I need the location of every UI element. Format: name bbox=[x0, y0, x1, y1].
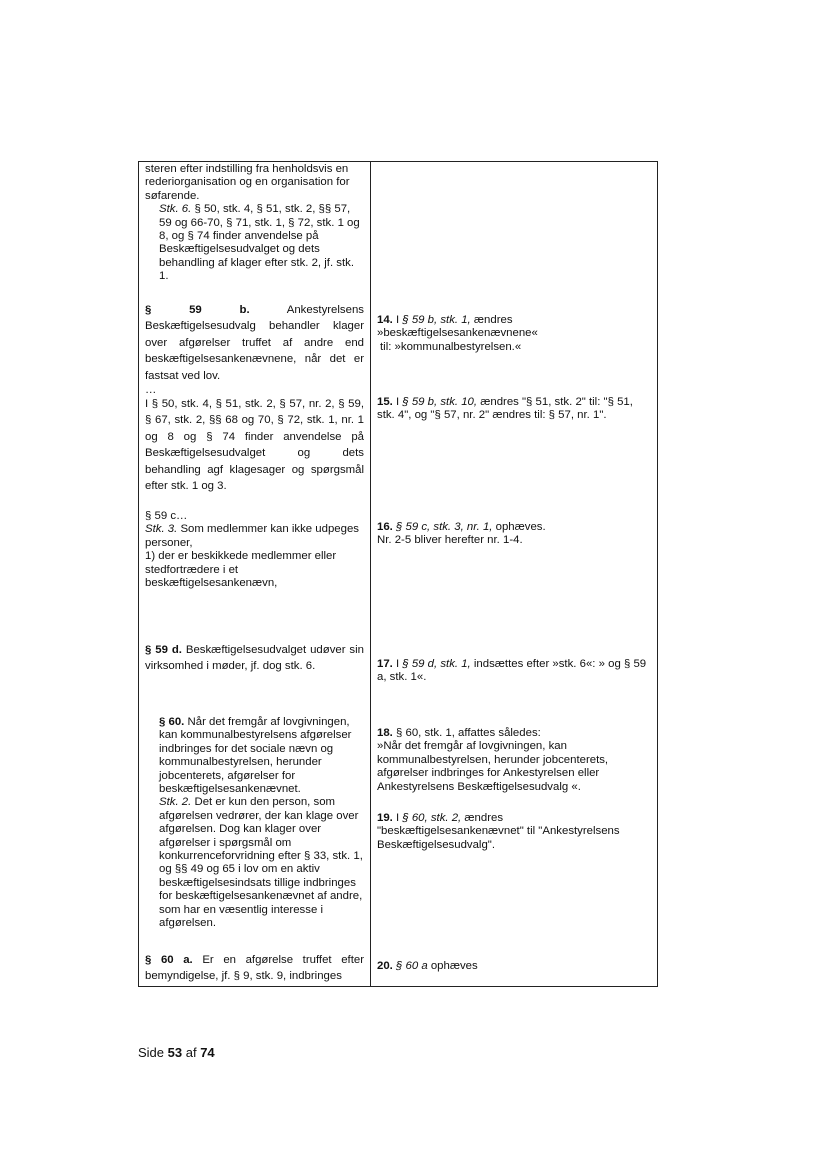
amendment-text: indsættes efter »stk. 6«: » og § 59 a, stk. 1«. bbox=[377, 658, 647, 684]
amendment-number: 18. bbox=[377, 727, 393, 739]
amendment-body: »Når det fremgår af lovgivningen, kan kommunalbestyrelsen, herunder jobcenterets, afgørelser indbringes for Ankestyrelsen eller Ankestyrelsens Beskæftigelsesudvalg «. bbox=[377, 740, 609, 793]
page-number: Side 53 af 74 bbox=[138, 1045, 215, 1060]
amendment-number: 14. bbox=[377, 314, 393, 326]
ellipsis: … bbox=[145, 384, 157, 397]
amendment-number: 15. bbox=[377, 396, 393, 408]
amendment-20 bbox=[377, 960, 651, 973]
amendment-ref: § 59 b, stk. 10, bbox=[402, 396, 478, 408]
paragraph-text: Når det fremgår af lovgivningen, kan kommunalbestyrelsens afgørelser indbringes for det sociale nævn og kommunalbestyrelsen, herunder jobcenterets, afgørelser for beskæftigelsesankenævnet. bbox=[159, 716, 352, 796]
amendment-ref: § 59 c, stk. 3, nr. 1, bbox=[392, 521, 493, 533]
paragraph-text: Er en afgørelse truffet efter bemyndigelse, jf. § 9, stk. 9, indbringes bbox=[145, 954, 364, 983]
stk3-label: Stk. 3. bbox=[145, 523, 178, 536]
left-block-60 bbox=[145, 716, 364, 931]
paragraph-label: § 59 d. bbox=[145, 644, 182, 656]
amendment-18 bbox=[377, 727, 651, 794]
total-pages: 74 bbox=[200, 1045, 215, 1060]
paragraph-text: Beskæftigelsesudvalget udøver sin virksomhed i møder, jf. dog stk. 6. bbox=[145, 644, 364, 673]
paragraph-label: § 59 b. bbox=[145, 304, 250, 316]
paragraph-label: § 60. bbox=[159, 716, 185, 728]
amendment-ref: § 60, stk. 2, bbox=[402, 812, 462, 824]
amendment-text: ændres "§ 51, stk. 2" til: "§ 51, stk. 4", og "§ 57, nr. 2" ændres til: § 57, nr. 1". bbox=[377, 396, 633, 422]
stk3-text: Som medlemmer kan ikke udpeges personer, bbox=[145, 523, 359, 549]
amendment-text: § 60, stk. 1, affattes således: bbox=[392, 727, 541, 739]
stk6-text: § 50, stk. 4, § 51, stk. 2, §§ 57, 59 og 66-70, § 71, stk. 1, § 72, stk. 1 og 8, og § 74 finder anvendelse på Beskæftigelsesudvalget og dets behandling af klager efter stk. 2, jf. stk. 1. bbox=[159, 203, 360, 283]
stk2-label: Stk. 2. bbox=[159, 796, 192, 809]
continued-text: steren efter indstilling fra henholdsvis en rederiorganisation og en organisation for søfarende. bbox=[145, 163, 350, 202]
left-block-59c bbox=[145, 510, 364, 590]
column-divider bbox=[370, 161, 371, 987]
amendment-text: ændres "beskæftigelsesankenævnet" til "Ankestyrelsens Beskæftigelsesudvalg". bbox=[377, 812, 620, 851]
stk10-text: I § 50, stk. 4, § 51, stk. 2, § 57, nr. 2, § 59, § 67, stk. 2, §§ 68 og 70, § 72, stk. 1, nr. 1 og 8 og § 74 finder anvendelse på Beskæftigelsesudvalget og dets behandling agf klagesager og spørgsmål efter stk. 1 og 3. bbox=[145, 398, 364, 493]
amendment-16 bbox=[377, 521, 651, 548]
amendment-text: ændres »beskæftigelsesankenævnene« bbox=[377, 314, 538, 340]
paragraph-label: § 59 c… bbox=[145, 510, 188, 522]
amendment-text: ophæves bbox=[427, 960, 478, 972]
left-block-stk6 bbox=[145, 163, 364, 284]
amendment-ref: § 59 d, stk. 1, bbox=[402, 658, 471, 670]
amendment-15: 15. I § 59 b, stk. 10, ændres "§ 51, stk. 2" til: "§ 51, stk. 4", og "§ 57, nr. 2" ændres til: § 57, nr. 1". bbox=[377, 396, 633, 422]
amendment-number: 20. bbox=[377, 960, 393, 972]
amendment-text: ophæves. bbox=[492, 521, 546, 533]
amendment-14: 14. I § 59 b, stk. 1, ændres »beskæftigelsesankenævnene« til: »kommunalbestyrelsen.« bbox=[377, 314, 651, 354]
amendment-text-line2: til: »kommunalbestyrelsen.« bbox=[380, 340, 522, 353]
amendment-19: 19. I § 60, stk. 2, ændres "beskæftigelsesankenævnet" til "Ankestyrelsens Beskæftigelsesudvalg". bbox=[377, 812, 620, 851]
amendment-text-line2: Nr. 2-5 bliver herefter nr. 1-4. bbox=[377, 534, 523, 547]
stk6-label: Stk. 6. bbox=[159, 203, 192, 216]
left-block-59d bbox=[145, 642, 364, 675]
current-page: 53 bbox=[167, 1045, 183, 1060]
amendment-number: 16. bbox=[377, 521, 393, 533]
amendment-ref: § 59 b, stk. 1, bbox=[402, 314, 471, 326]
amendment-number: 17. bbox=[377, 658, 393, 670]
paragraph-text: Ankestyrelsens Beskæftigelsesudvalg behandler klager over afgørelser truffet af andre end beskæftigelsesankenævnene, når det er fastsat ved lov. bbox=[145, 304, 364, 382]
left-block-59b bbox=[145, 302, 364, 494]
left-block-60a bbox=[145, 952, 364, 985]
list-item: 1) der er beskikkede medlemmer eller stedfortrædere i et beskæftigelsesankenævn, bbox=[145, 550, 337, 590]
paragraph-label: § 60 a. bbox=[145, 954, 193, 966]
stk2-text: Det er kun den person, som afgørelsen vedrører, der kan klage over afgørelsen. Dog kan klager over afgørelser i spørgsmål om konkurrenceforvridning efter § 33, stk. 1, og §§ 49 og 65 i lov om en aktiv beskæftigelsesindsats tillige indbringes for beskæftigelsesankenævnet af andre, som har en væsentlig interesse i afgørelsen. bbox=[159, 796, 363, 930]
amendment-ref: § 60 a bbox=[392, 960, 428, 972]
amendment-17: 17. I § 59 d, stk. 1, indsættes efter »stk. 6«: » og § 59 a, stk. 1«. bbox=[377, 658, 647, 684]
amendment-number: 19. bbox=[377, 812, 393, 824]
